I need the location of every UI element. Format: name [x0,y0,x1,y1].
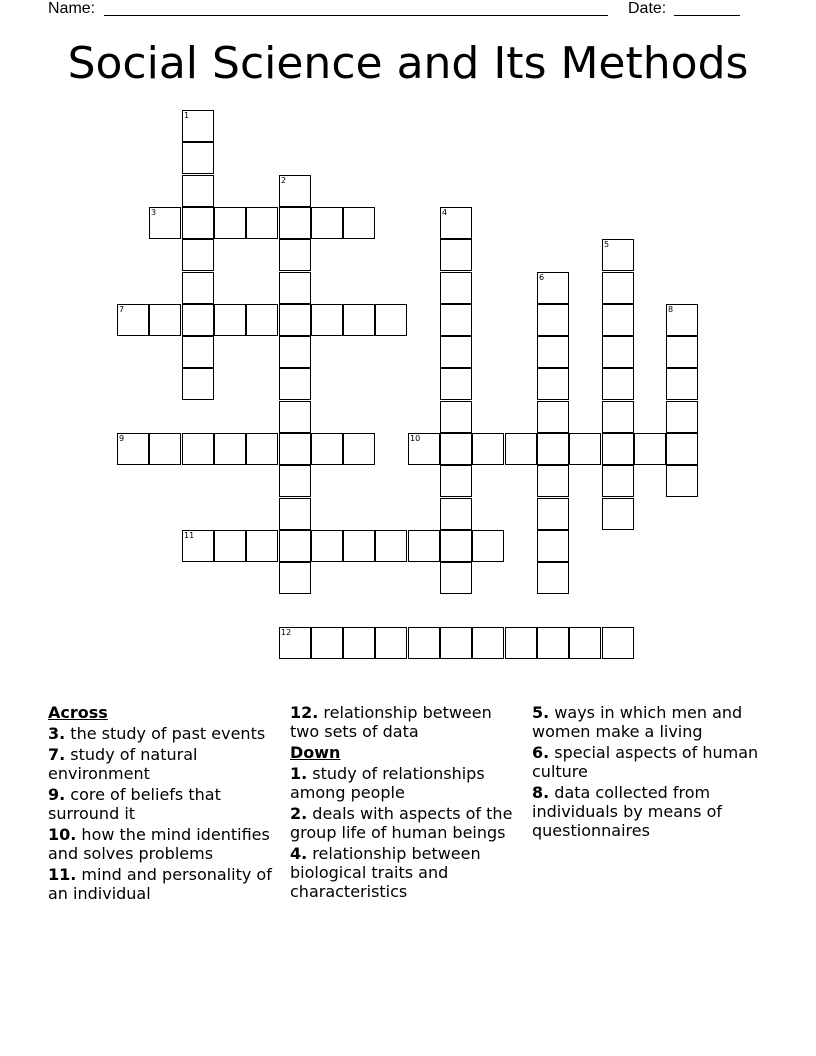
grid-cell[interactable] [537,336,569,368]
clue-down-1 [290,764,524,802]
grid-cell[interactable] [440,498,472,530]
grid-cell[interactable] [279,239,311,271]
grid-cell[interactable] [117,304,149,336]
clue-number: 11. [48,865,77,884]
grid-cell[interactable] [279,401,311,433]
grid-cell[interactable] [311,304,343,336]
clue-text: core of beliefs that surround it [48,785,221,823]
clue-number: 1. [290,764,308,783]
clue-number: 5. [532,703,550,722]
clue-text: relationship between biological traits and characteristics [290,844,481,901]
clue-across-9 [48,785,280,823]
clue-number-label: 4 [442,208,448,217]
grid-cell[interactable] [279,304,311,336]
grid-cell[interactable] [569,433,601,465]
clue-across-12 [290,703,524,741]
grid-cell[interactable] [440,401,472,433]
clue-down-5 [532,703,772,741]
grid-cell[interactable] [246,304,278,336]
grid-cell[interactable] [602,336,634,368]
clue-number: 9. [48,785,66,804]
grid-cell[interactable] [602,627,634,659]
grid-cell[interactable] [149,433,181,465]
clue-number: 6. [532,743,550,762]
grid-cell[interactable] [440,368,472,400]
grid-cell[interactable] [602,239,634,271]
grid-cell[interactable] [440,304,472,336]
grid-cell[interactable] [537,498,569,530]
grid-cell[interactable] [279,336,311,368]
clue-number: 4. [290,844,308,863]
grid-cell[interactable] [440,627,472,659]
clue-down-8 [532,783,772,840]
grid-cell[interactable] [408,433,440,465]
grid-cell[interactable] [279,207,311,239]
clue-number-label: 12 [281,628,292,637]
clue-number-label: 6 [539,273,545,282]
grid-cell[interactable] [343,627,375,659]
grid-cell[interactable] [182,110,214,142]
grid-cell[interactable] [279,627,311,659]
grid-cell[interactable] [440,562,472,594]
grid-cell[interactable] [472,627,504,659]
clue-number-label: 7 [119,305,125,314]
grid-cell[interactable] [569,627,601,659]
clue-across-3 [48,724,280,743]
grid-cell[interactable] [149,207,181,239]
grid-cell[interactable] [311,627,343,659]
clue-text: mind and personality of an individual [48,865,272,903]
clues-column-2 [290,703,524,903]
grid-cell[interactable] [279,498,311,530]
grid-cell[interactable] [666,401,698,433]
grid-cell[interactable] [666,336,698,368]
grid-cell[interactable] [537,530,569,562]
grid-cell[interactable] [246,207,278,239]
date-label: Date: [628,0,667,17]
grid-cell[interactable] [505,627,537,659]
clue-across-7 [48,745,280,783]
grid-cell[interactable] [182,530,214,562]
clue-number: 12. [290,703,319,722]
grid-cell[interactable] [666,368,698,400]
grid-cell[interactable] [472,530,504,562]
grid-cell[interactable] [537,304,569,336]
grid-cell[interactable] [279,272,311,304]
puzzle-title: Social Science and Its Methods [67,38,749,89]
grid-cell[interactable] [343,530,375,562]
grid-cell[interactable] [182,207,214,239]
clue-down-2 [290,804,524,842]
grid-cell[interactable] [440,433,472,465]
clue-text: data collected from individuals by means of questionnaires [532,783,722,840]
grid-cell[interactable] [279,562,311,594]
grid-cell[interactable] [634,433,666,465]
clue-number: 8. [532,783,550,802]
grid-cell[interactable] [602,272,634,304]
clue-number: 10. [48,825,77,844]
grid-cell[interactable] [408,530,440,562]
grid-cell[interactable] [182,272,214,304]
clue-text: deals with aspects of the group life of human beings [290,804,513,842]
clue-number-label: 5 [604,240,610,249]
clue-number-label: 3 [151,208,157,217]
grid-cell[interactable] [311,433,343,465]
grid-cell[interactable] [246,433,278,465]
grid-cell[interactable] [440,465,472,497]
grid-cell[interactable] [279,368,311,400]
grid-cell[interactable] [279,175,311,207]
grid-cell[interactable] [214,207,246,239]
grid-cell[interactable] [537,272,569,304]
grid-cell[interactable] [602,304,634,336]
grid-cell[interactable] [343,304,375,336]
grid-cell[interactable] [182,304,214,336]
clues-column-3 [532,703,772,842]
grid-cell[interactable] [279,530,311,562]
grid-cell[interactable] [375,627,407,659]
grid-cell[interactable] [408,627,440,659]
grid-cell[interactable] [602,433,634,465]
grid-cell[interactable] [279,465,311,497]
clue-number-label: 10 [410,434,421,443]
grid-cell[interactable] [602,368,634,400]
clue-text: relationship between two sets of data [290,703,492,741]
clue-across-11 [48,865,280,903]
grid-cell[interactable] [182,433,214,465]
grid-cell[interactable] [182,239,214,271]
clues-column-1 [48,703,280,905]
grid-cell[interactable] [182,175,214,207]
grid-cell[interactable] [537,433,569,465]
grid-cell[interactable] [375,530,407,562]
grid-cell[interactable] [279,433,311,465]
grid-cell[interactable] [246,530,278,562]
across-heading: Across [48,703,108,722]
grid-cell[interactable] [214,304,246,336]
clue-across-10 [48,825,280,863]
grid-cell[interactable] [537,401,569,433]
grid-cell[interactable] [602,465,634,497]
grid-cell[interactable] [472,433,504,465]
clue-text: study of relationships among people [290,764,485,802]
grid-cell[interactable] [666,433,698,465]
clue-text: ways in which men and women make a living [532,703,743,741]
grid-cell[interactable] [117,433,149,465]
grid-cell[interactable] [666,465,698,497]
down-heading: Down [290,743,341,762]
grid-cell[interactable] [440,207,472,239]
grid-cell[interactable] [602,498,634,530]
grid-cell[interactable] [182,336,214,368]
grid-cell[interactable] [311,530,343,562]
clue-text: special aspects of human culture [532,743,759,781]
clue-number: 7. [48,745,66,764]
clue-number: 3. [48,724,66,743]
clue-down-6 [532,743,772,781]
grid-cell[interactable] [537,368,569,400]
grid-cell[interactable] [343,207,375,239]
grid-cell[interactable] [311,207,343,239]
grid-cell[interactable] [440,239,472,271]
grid-cell[interactable] [440,272,472,304]
grid-cell[interactable] [440,530,472,562]
grid-cell[interactable] [182,368,214,400]
grid-cell[interactable] [182,142,214,174]
grid-cell[interactable] [214,433,246,465]
name-label: Name: [48,0,96,17]
grid-cell[interactable] [537,627,569,659]
clue-down-4 [290,844,524,901]
grid-cell[interactable] [214,530,246,562]
grid-cell[interactable] [505,433,537,465]
clue-number-label: 1 [184,111,190,120]
clue-number-label: 11 [184,531,195,540]
grid-cell[interactable] [666,304,698,336]
grid-cell[interactable] [343,433,375,465]
grid-cell[interactable] [537,562,569,594]
clue-number-label: 8 [668,305,674,314]
clue-text: study of natural environment [48,745,198,783]
clue-number: 2. [290,804,308,823]
clue-number-label: 9 [119,434,125,443]
grid-cell[interactable] [537,465,569,497]
grid-cell[interactable] [602,401,634,433]
grid-cell[interactable] [149,304,181,336]
clue-number-label: 2 [281,176,287,185]
clue-text: the study of past events [65,724,266,743]
grid-cell[interactable] [440,336,472,368]
clue-text: how the mind identifies and solves problems [48,825,270,863]
grid-cell[interactable] [375,304,407,336]
